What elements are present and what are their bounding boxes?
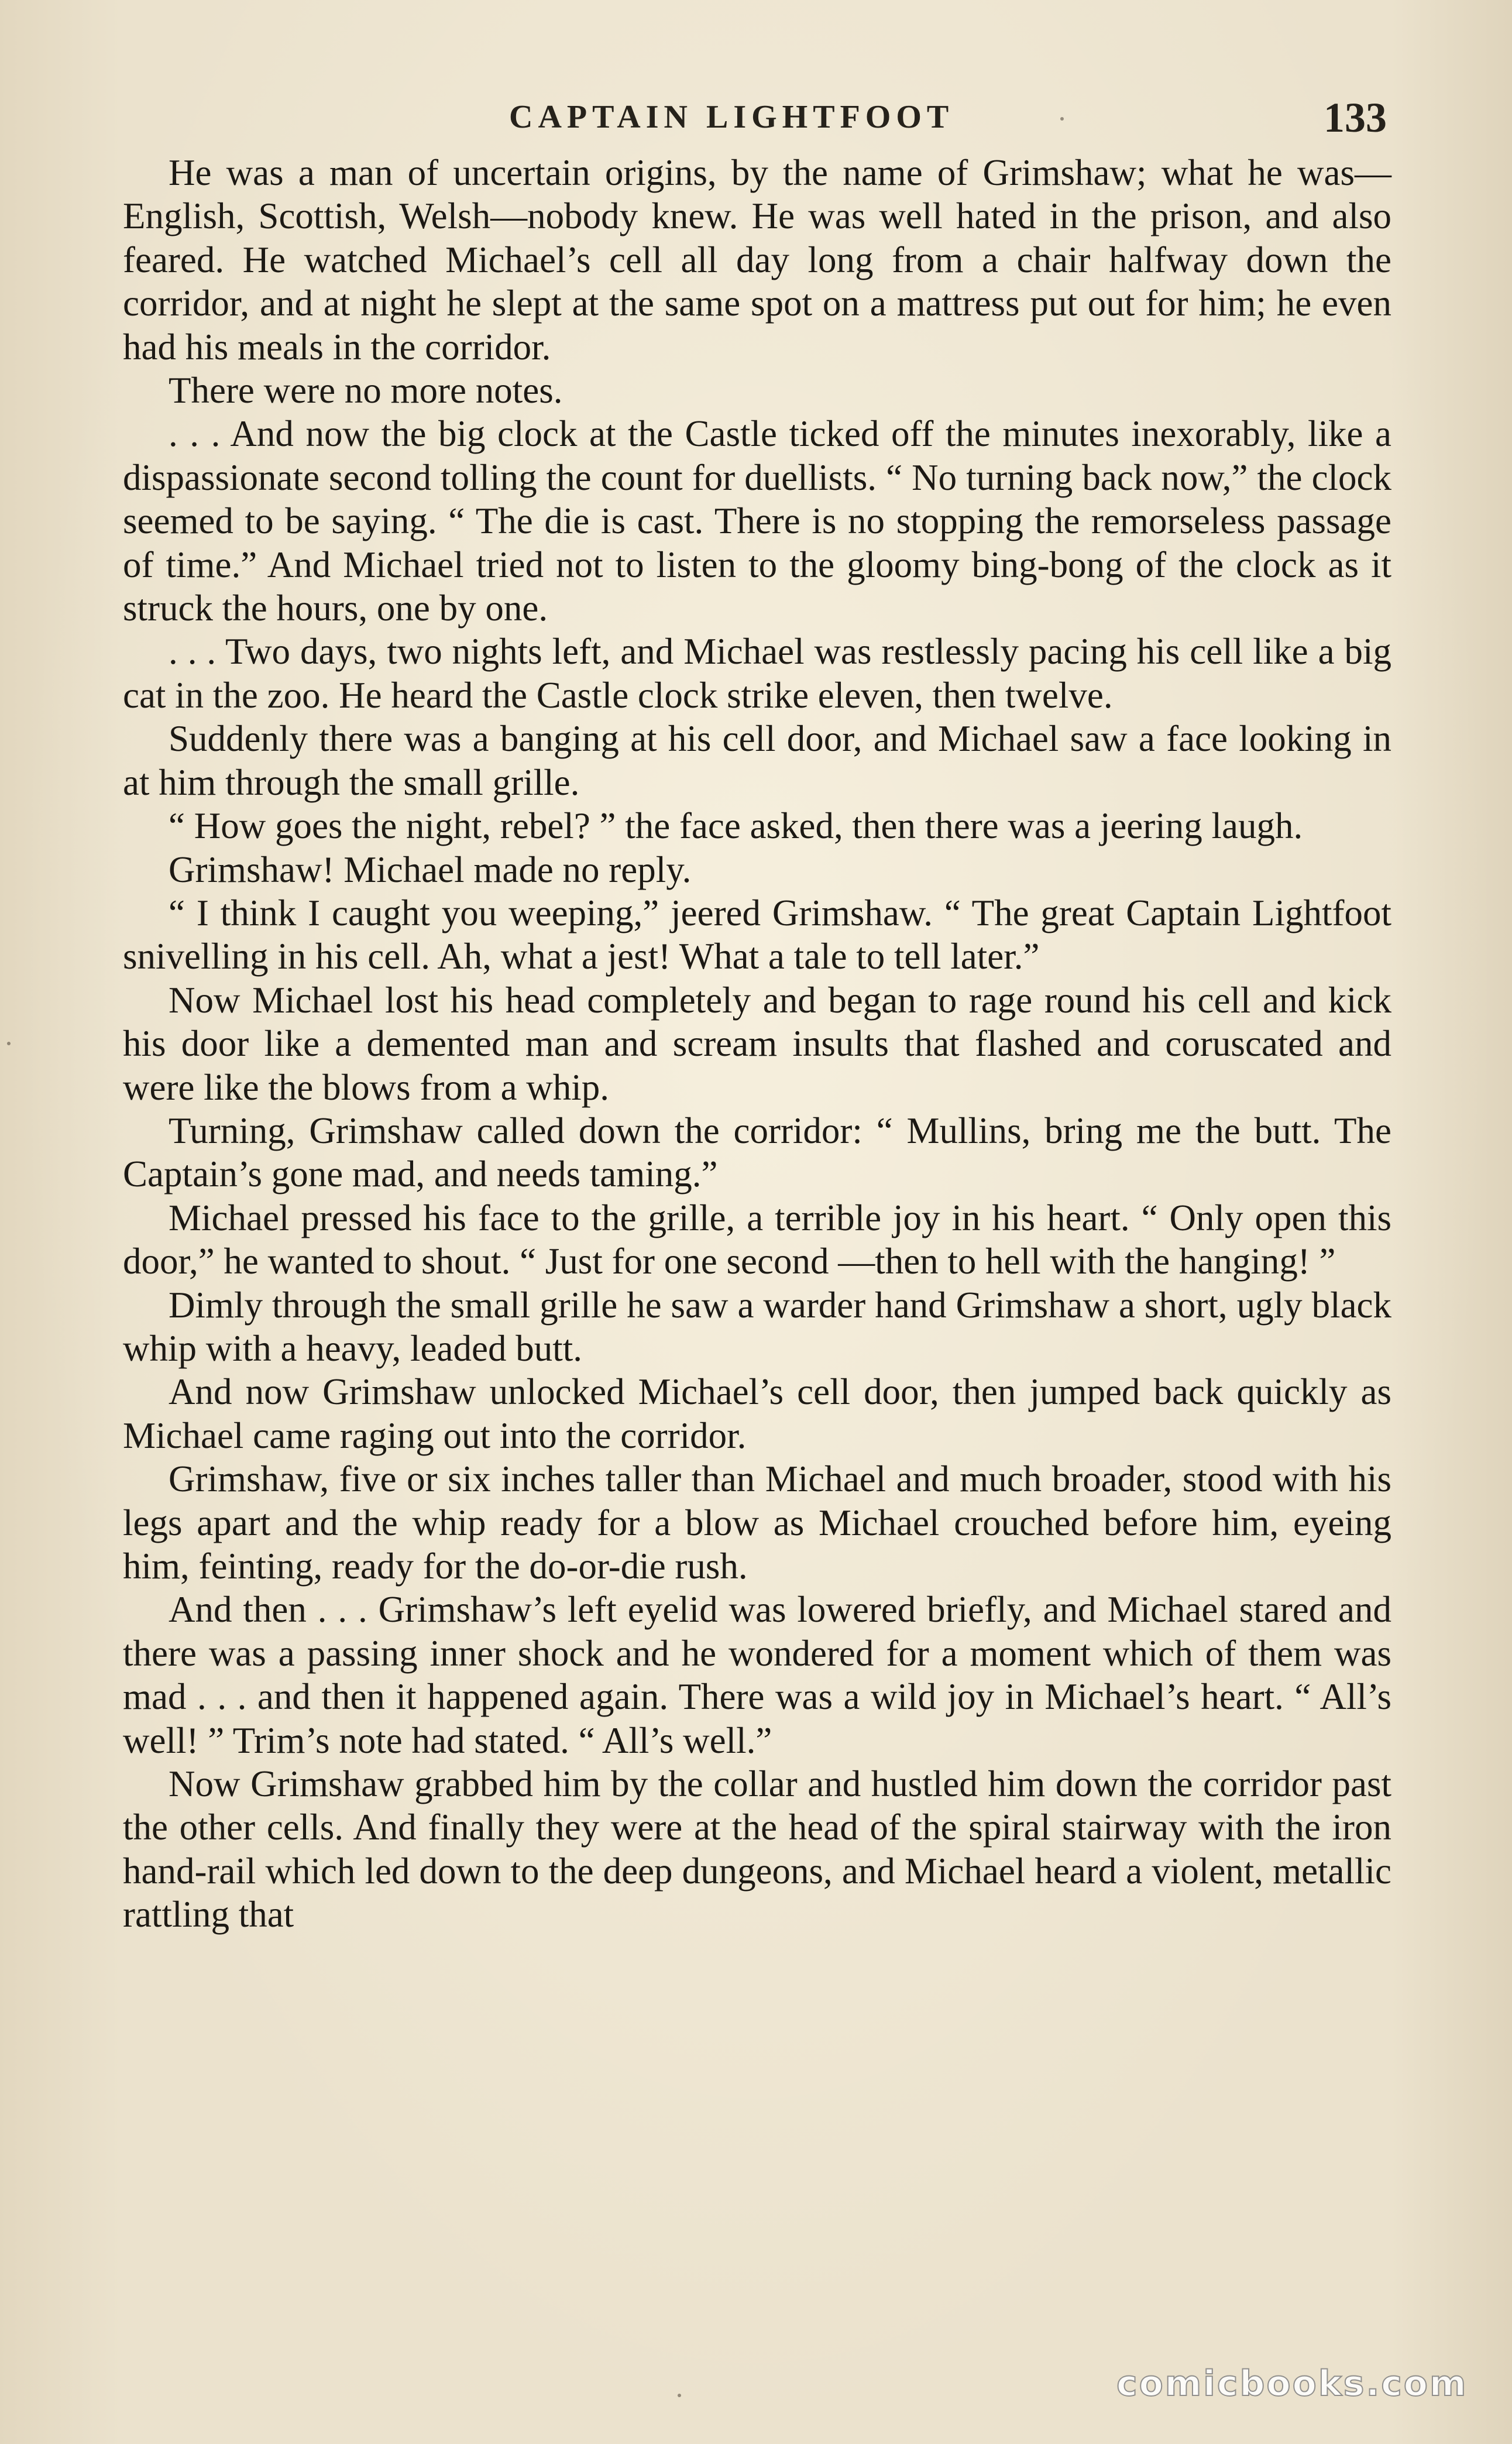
paragraph: . . . Two days, two nights left, and Michael was restlessly pacing his cell like a big cat in the zoo. He heard the Castle clock strike eleven, then twelve. — [123, 631, 1391, 716]
running-title: CAPTAIN LIGHTFOOT — [509, 99, 954, 135]
page-header — [0, 88, 1512, 152]
paragraph: Michael pressed his face to the grille, a terrible joy in his heart. “ Only open this door,” he wanted to shout. “ Just for one second —then to hell with the hanging! ” — [123, 1197, 1391, 1282]
paragraph: Dimly through the small grille he saw a warder hand Grimshaw a short, ugly black whip with a heavy, leaded butt. — [123, 1284, 1391, 1369]
paragraph: “ How goes the night, rebel? ” the face asked, then there was a jeering laugh. — [169, 805, 1303, 847]
paragraph: And then . . . Grimshaw’s left eyelid was lowered briefly, and Michael stared and there was a passing inner shock and he wondered for a moment which of them was mad . . . and then it happened again. There was a wild joy in Michael’s heart. “ All’s well! ” Trim’s note had stated. “ All’s well.” — [123, 1589, 1391, 1761]
paragraph: Now Michael lost his head completely and began to rage round his cell and kick his door like a demented man and scream insults that flashed and coruscated and were like the blows from a whip. — [123, 979, 1391, 1108]
paragraph: Grimshaw, five or six inches taller than Michael and much broader, stood with his legs apart and the whip ready for a blow as Michael crouched before him, eyeing him, feinting, ready for the do-or-die rush. — [123, 1458, 1391, 1587]
paper-speck — [1060, 117, 1064, 121]
page-number: 133 — [1324, 94, 1387, 141]
watermark: comicbooks.com — [1116, 2363, 1468, 2404]
paper-speck — [7, 1042, 11, 1045]
paragraph: And now Grimshaw unlocked Michael’s cell door, then jumped back quickly as Michael came raging out into the corridor. — [123, 1371, 1391, 1456]
paragraph: Turning, Grimshaw called down the corridor: “ Mullins, bring me the butt. The Captain’s gone mad, and needs taming.” — [123, 1110, 1391, 1195]
paragraph: He was a man of uncertain origins, by the name of Grimshaw; what he was—English, Scottish, Welsh—nobody knew. He was well hated in the prison, and also feared. He watched Michael’s cell all day long from a chair halfway down the corridor, and at night he slept at the same spot on a mattress put out for him; he even had his meals in the corridor. — [123, 152, 1391, 368]
paper-speck — [678, 2394, 681, 2397]
paragraph: There were no more notes. — [169, 370, 563, 411]
paragraph: . . . And now the big clock at the Castle ticked off the minutes inexorably, like a dispassionate second tolling the count for duellists. “ No turning back now,” the clock seemed to be saying. “ The die is cast. There is no stopping the remorseless passage of time.” And Michael tried not to listen to the gloomy bing-bong of the clock as it struck the hours, one by one. — [123, 413, 1391, 629]
paragraph: “ I think I caught you weeping,” jeered Grimshaw. “ The great Captain Lightfoot snivelling in his cell. Ah, what a jest! What a tale to tell later.” — [123, 892, 1391, 977]
body-text — [123, 151, 1391, 1937]
paragraph: Suddenly there was a banging at his cell door, and Michael saw a face looking in at him through the small grille. — [123, 718, 1391, 803]
paragraph: Grimshaw! Michael made no reply. — [169, 849, 692, 890]
paragraph: Now Grimshaw grabbed him by the collar and hustled him down the corridor past the other cells. And finally they were at the head of the spiral stairway with the iron hand-rail which led down to the deep dungeons, and Michael heard a violent, metallic rattling that — [123, 1763, 1391, 1935]
